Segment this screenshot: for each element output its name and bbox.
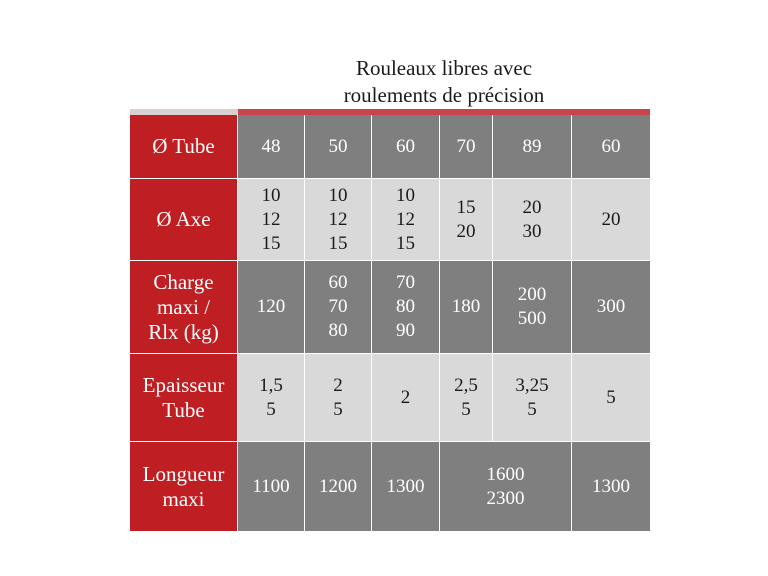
table-cell: 15 20 xyxy=(440,179,492,260)
table-cell: 50 xyxy=(305,115,371,178)
specs-table xyxy=(130,115,650,531)
table-cell: 1300 xyxy=(572,442,650,531)
table-cell: 2 5 xyxy=(305,354,371,441)
table-cell: 5 xyxy=(572,354,650,441)
table-cell: 180 xyxy=(440,261,492,353)
table-cell: 10 12 15 xyxy=(372,179,439,260)
table-cell: 70 80 90 xyxy=(372,261,439,353)
table-cell: 60 70 80 xyxy=(305,261,371,353)
table-title xyxy=(238,55,650,109)
table-cell: 2,5 5 xyxy=(440,354,492,441)
table-cell: 200 500 xyxy=(493,261,571,353)
table-cell: 10 12 15 xyxy=(238,179,304,260)
table-cell: 60 xyxy=(572,115,650,178)
table-cell: 3,25 5 xyxy=(493,354,571,441)
table-cell: 60 xyxy=(372,115,439,178)
table-cell: 2 xyxy=(372,354,439,441)
table-cell: 20 30 xyxy=(493,179,571,260)
table-cell: 20 xyxy=(572,179,650,260)
table-cell: 1,5 5 xyxy=(238,354,304,441)
row-header-tube-diameter: Ø Tube xyxy=(130,115,237,178)
table-cell: 48 xyxy=(238,115,304,178)
table-cell: 89 xyxy=(493,115,571,178)
table-cell: 10 12 15 xyxy=(305,179,371,260)
row-header-max-load: Charge maxi / Rlx (kg) xyxy=(130,261,237,353)
table-cell: 300 xyxy=(572,261,650,353)
row-header-axle-diameter: Ø Axe xyxy=(130,179,237,260)
table-cell: 120 xyxy=(238,261,304,353)
table-cell: 1100 xyxy=(238,442,304,531)
row-header-max-length: Longueur maxi xyxy=(130,442,237,531)
table-cell: 70 xyxy=(440,115,492,178)
table-title-line-2: roulements de précision xyxy=(343,83,545,107)
table-cell: 1300 xyxy=(372,442,439,531)
table-cell: 1200 xyxy=(305,442,371,531)
table-title-line-1: Rouleaux libres avec xyxy=(355,56,533,80)
table-cell-merged: 1600 2300 xyxy=(440,442,571,531)
row-header-tube-thickness: Epaisseur Tube xyxy=(130,354,237,441)
